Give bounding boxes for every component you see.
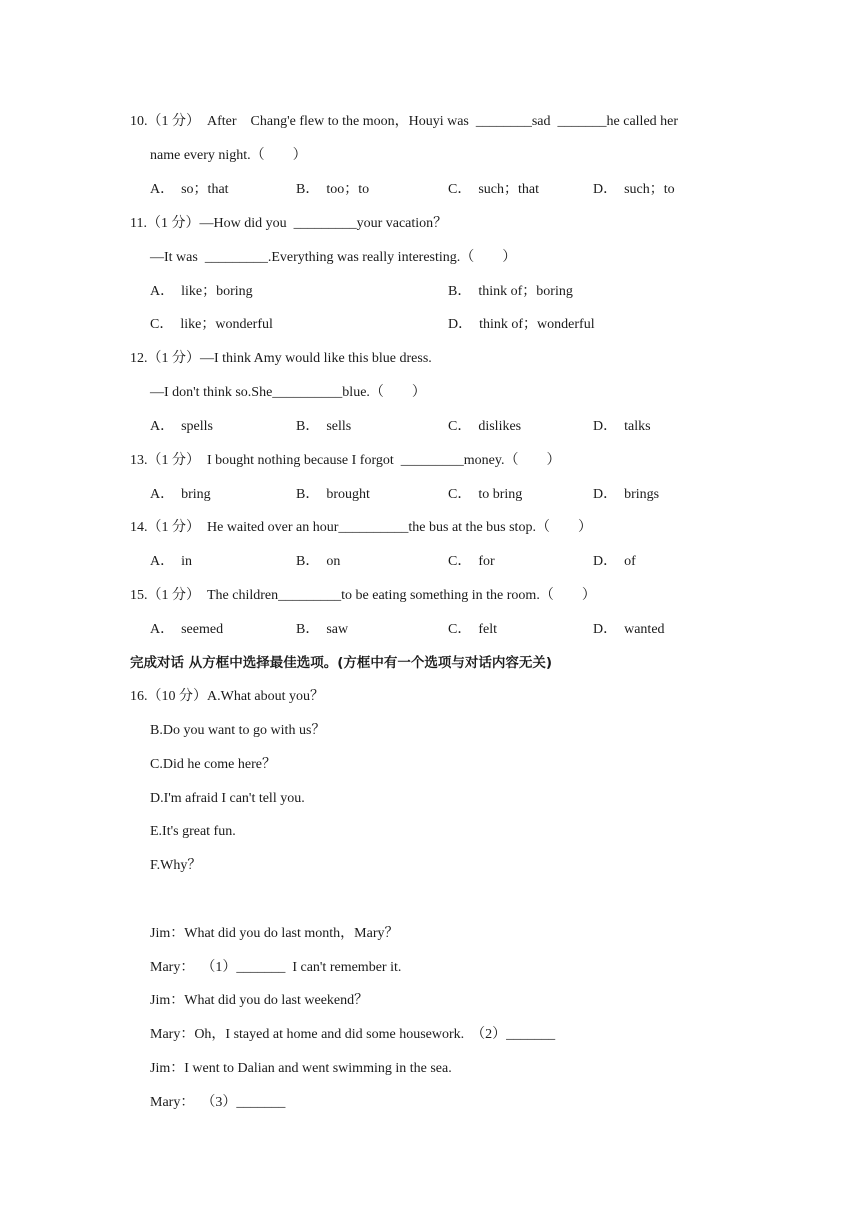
q14-option-d[interactable]: D． of: [593, 554, 636, 569]
q15-option-a[interactable]: A． seemed: [150, 622, 224, 637]
dialogue-line-4: Mary：Oh，I stayed at home and did some housework. （2）_______: [150, 1027, 556, 1042]
q10-option-a[interactable]: A． so；that: [150, 182, 229, 197]
q11-stem-cont: —It was _________.Everything was really interesting.（ ）: [150, 250, 517, 265]
q14-option-b[interactable]: B． on: [296, 554, 341, 569]
q16-choice-c: C.Did he come here？: [150, 757, 276, 772]
q14-stem: 14.（1 分） He waited over an hour__________the bus at the bus stop.（ ）: [130, 520, 592, 535]
q10-option-b[interactable]: B． too；to: [296, 182, 370, 197]
q14-option-c[interactable]: C． for: [448, 554, 495, 569]
q11-option-d[interactable]: D． think of；wonderful: [448, 317, 595, 332]
q16-choice-b: B.Do you want to go with us？: [150, 723, 326, 738]
q13-stem: 13.（1 分） I bought nothing because I forgot _________money.（ ）: [130, 453, 561, 468]
q16-stem: 16.（10 分）A.What about you？: [130, 689, 325, 704]
q15-stem: 15.（1 分） The children_________to be eating something in the room.（ ）: [130, 588, 596, 603]
q12-option-b[interactable]: B． sells: [296, 419, 352, 434]
section-title: 完成对话 从方框中选择最佳选项。(方框中有一个选项与对话内容无关): [130, 655, 553, 671]
dialogue-line-3: Jim：What did you do last weekend？: [150, 993, 369, 1008]
q11-option-a[interactable]: A． like；boring: [150, 284, 253, 299]
q13-option-c[interactable]: C． to bring: [448, 487, 523, 502]
q16-choice-e: E.It's great fun.: [150, 824, 236, 839]
q15-option-d[interactable]: D． wanted: [593, 622, 665, 637]
q10-stem: 10.（1 分） After Chang'e flew to the moon，Houyi was ________sad _______he called her: [130, 114, 679, 129]
q16-choice-d: D.I'm afraid I can't tell you.: [150, 791, 305, 806]
q15-option-c[interactable]: C． felt: [448, 622, 497, 637]
q13-option-a[interactable]: A． bring: [150, 487, 211, 502]
q13-option-d[interactable]: D． brings: [593, 487, 660, 502]
q16-choice-f: F.Why？: [150, 858, 202, 873]
q14-option-a[interactable]: A． in: [150, 554, 192, 569]
dialogue-line-6: Mary： （3）_______: [150, 1095, 286, 1110]
q10-option-c[interactable]: C． such；that: [448, 182, 539, 197]
q12-option-d[interactable]: D． talks: [593, 419, 651, 434]
dialogue-line-1: Jim：What did you do last month，Mary？: [150, 926, 399, 941]
q12-option-a[interactable]: A． spells: [150, 419, 213, 434]
q11-option-c[interactable]: C． like；wonderful: [150, 317, 273, 332]
q12-stem: 12.（1 分）—I think Amy would like this blue dress.: [130, 351, 432, 366]
q10-option-d[interactable]: D． such；to: [593, 182, 675, 197]
q15-option-b[interactable]: B． saw: [296, 622, 349, 637]
dialogue-line-2: Mary： （1）_______ I can't remember it.: [150, 960, 402, 975]
dialogue-line-5: Jim：I went to Dalian and went swimming in the sea.: [150, 1061, 452, 1076]
q13-option-b[interactable]: B． brought: [296, 487, 370, 502]
q11-option-b[interactable]: B． think of；boring: [448, 284, 573, 299]
q12-option-c[interactable]: C． dislikes: [448, 419, 522, 434]
q11-stem: 11.（1 分）—How did you _________your vacation？: [130, 216, 448, 231]
q12-stem-cont: —I don't think so.She__________blue.（ ）: [150, 385, 426, 400]
q10-stem-cont: name every night.（ ）: [150, 148, 307, 163]
